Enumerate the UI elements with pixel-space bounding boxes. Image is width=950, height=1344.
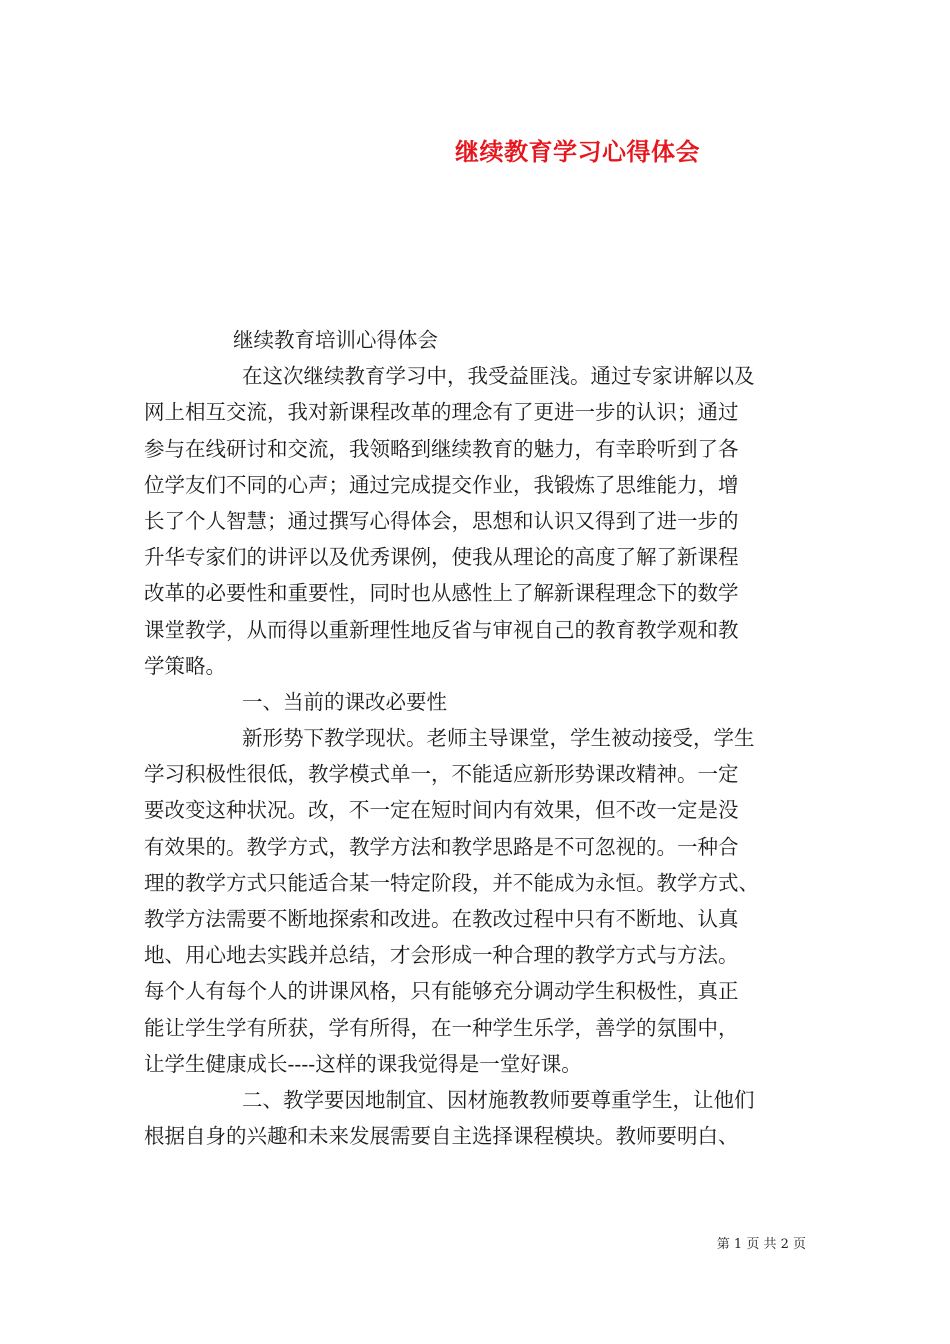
paragraph-2-line: 要改变这种状况。改，不一定在短时间内有效果，但不改一定是没 <box>144 798 739 823</box>
document-body <box>144 322 809 1154</box>
paragraph-2-line: 教学方法需要不断地探索和改进。在教改过程中只有不断地、认真 <box>144 907 739 931</box>
paragraph-1-line: 课堂教学，从而得以重新理性地反省与审视自己的教育教学观和教 <box>144 617 739 642</box>
page-number-footer: 第 1 页 共 2 页 <box>716 1237 806 1252</box>
paragraph-3-line: 二、教学要因地制宜、因材施教教师要尊重学生，让他们 <box>242 1087 755 1112</box>
paragraph-1-line: 网上相互交流，我对新课程改革的理念有了更进一步的认识；通过 <box>144 400 739 425</box>
paragraph-1-line: 位学友们不同的心声；通过完成提交作业，我锻炼了思维能力，增 <box>144 472 739 497</box>
paragraph-2-line: 每个人有每个人的讲课风格，只有能够充分调动学生积极性，真正 <box>144 979 739 1004</box>
paragraph-2-line: 新形势下教学现状。老师主导课堂，学生被动接受，学生 <box>242 726 755 751</box>
paragraph-1-line: 长了个人智慧；通过撰写心得体会，思想和认识又得到了进一步的 <box>144 508 739 533</box>
paragraph-2-line: 能让学生学有所获，学有所得，在一种学生乐学，善学的氛围中， <box>144 1015 739 1040</box>
paragraph-2-line: 地、用心地去实践并总结，才会形成一种合理的教学方式与方法。 <box>144 943 739 968</box>
paragraph-1-line: 升华专家们的讲评以及优秀课例，使我从理论的高度了解了新课程 <box>144 545 739 570</box>
section-1-heading: 一、当前的课改必要性 <box>242 689 447 714</box>
subtitle: 继续教育培训心得体会 <box>233 328 438 352</box>
paragraph-3-line: 根据自身的兴趣和未来发展需要自主选择课程模块。教师要明白、 <box>144 1124 739 1149</box>
paragraph-1-line: 学策略。 <box>144 653 226 678</box>
document-title: 继续教育学习心得体会 <box>455 138 700 166</box>
paragraph-1-line: 参与在线研讨和交流，我领略到继续教育的魅力，有幸聆听到了各 <box>144 436 739 461</box>
paragraph-2-line: 理的教学方式只能适合某一特定阶段，并不能成为永恒。教学方式、 <box>144 870 759 895</box>
paragraph-2-line: 有效果的。教学方式，教学方法和教学思路是不可忽视的。一种合 <box>144 834 739 859</box>
paragraph-1-line: 在这次继续教育学习中，我受益匪浅。通过专家讲解以及 <box>242 364 755 389</box>
paragraph-2-line: 让学生健康成长----这样的课我觉得是一堂好课。 <box>144 1051 582 1076</box>
paragraph-2-line: 学习积极性很低，教学模式单一，不能适应新形势课改精神。一定 <box>144 762 739 787</box>
paragraph-1-line: 改革的必要性和重要性，同时也从感性上了解新课程理念下的数学 <box>144 581 739 606</box>
